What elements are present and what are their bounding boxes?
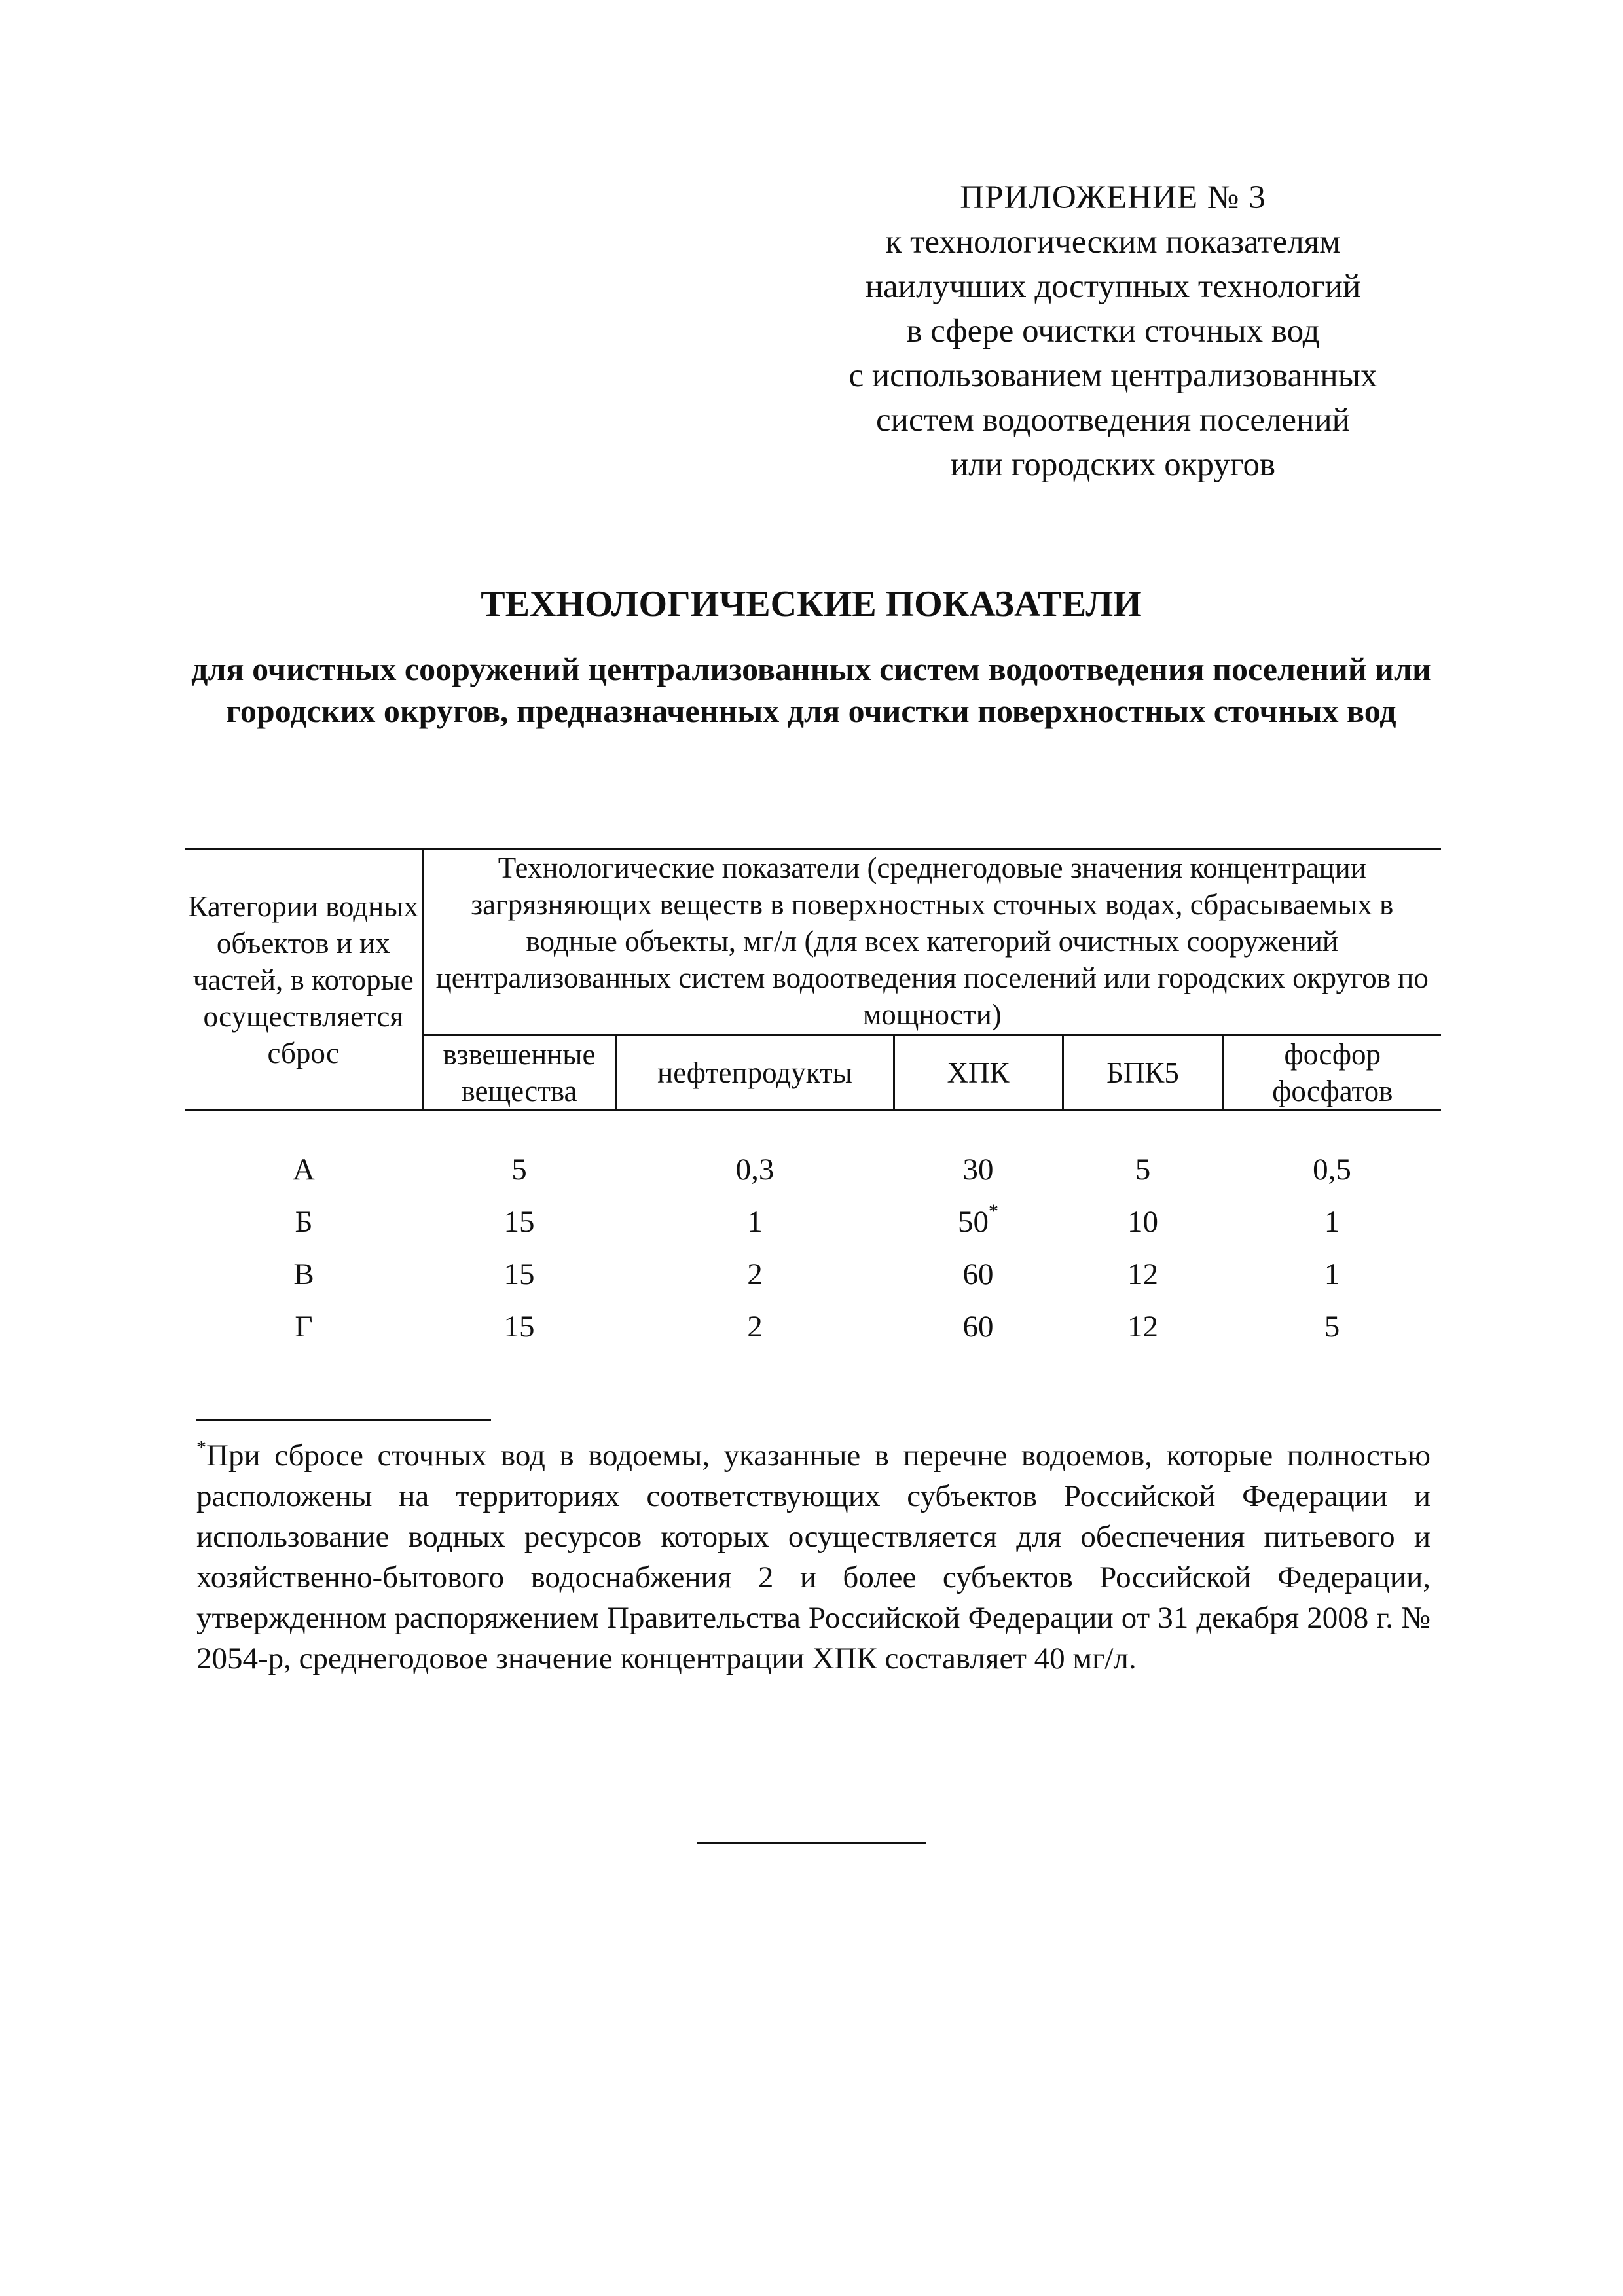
footnote-mark: *	[196, 1437, 206, 1458]
appendix-line: в сфере очистки сточных вод	[906, 313, 1320, 350]
table-cell: 12	[1127, 1257, 1158, 1291]
table-cell: 1	[1324, 1257, 1340, 1291]
table-cell: 2	[747, 1310, 763, 1344]
footnote	[196, 1435, 1431, 1679]
column-header-phosphate-phosphorus: фосфор фосфатов	[1223, 1035, 1441, 1111]
column-header-cod: ХПК	[894, 1035, 1063, 1111]
table-cell: 1	[747, 1205, 763, 1239]
table-cell: 5	[1135, 1153, 1151, 1187]
table-cell: 0,5	[1313, 1153, 1351, 1187]
document-title: ТЕХНОЛОГИЧЕСКИЕ ПОКАЗАТЕЛИ	[481, 584, 1142, 624]
table-cell: 10	[1127, 1205, 1158, 1239]
end-of-document-rule	[697, 1842, 926, 1844]
footnote-reference-mark: *	[989, 1200, 998, 1222]
appendix-title: ПРИЛОЖЕНИЕ № 3	[960, 179, 1266, 216]
footnote-separator	[196, 1419, 491, 1421]
table-cell-with-note	[894, 1196, 1063, 1248]
table-row	[185, 1111, 1441, 1196]
appendix-block	[773, 175, 1453, 487]
table-cell: 1	[1324, 1205, 1340, 1239]
appendix-line: наилучших доступных технологий	[865, 268, 1361, 305]
appendix-line: или городских округов	[950, 446, 1276, 483]
row-category: Г	[295, 1310, 313, 1344]
appendix-line: к технологическим показателям	[885, 224, 1341, 260]
table-cell: 30	[962, 1153, 994, 1187]
table-cell: 60	[962, 1310, 994, 1344]
table-cell: 0,3	[735, 1153, 775, 1187]
table-cell: 15	[503, 1257, 535, 1291]
document-subtitle: для очистных сооружений централизованных систем водоотведения поселений или городских округов, предназначенных для очистки поверхностных сточных вод	[191, 651, 1431, 729]
table-cell: 12	[1127, 1310, 1158, 1344]
table-row	[185, 1248, 1441, 1300]
row-category: В	[293, 1257, 314, 1291]
table-cell: 60	[962, 1257, 994, 1291]
table-cell: 5	[511, 1153, 527, 1187]
row-category: Б	[295, 1205, 313, 1239]
table-cell: 5	[1324, 1310, 1340, 1344]
table-cell: 2	[747, 1257, 763, 1291]
appendix-line: систем водоотведения поселений	[876, 402, 1350, 439]
appendix-line: с использованием централизованных	[848, 357, 1377, 394]
table-cell: 15	[503, 1205, 535, 1239]
row-category: А	[293, 1153, 315, 1187]
footnote-text: При сбросе сточных вод в водоемы, указанные в перечне водоемов, которые полностью расположены на территориях соответствующих субъектов Российской Федерации и использование водных ресурсов которых осуществляется для обеспечения питьевого и хозяйственно-бытового водоснабжения 2 и более субъектов Российской Федерации, утвержденном распоряжением Правительства Российской Федерации от 31 декабря 2008 г. № 2054-р, среднегодовое значение концентрации ХПК составляет 40 мг/л.	[196, 1439, 1431, 1676]
column-header-petroleum-products: нефтепродукты	[616, 1035, 894, 1111]
column-header-bod5: БПК5	[1063, 1035, 1223, 1111]
category-column-header: Категории водных объектов и их частей, в которые осуществляется сброс	[185, 849, 422, 1111]
indicators-group-header: Технологические показатели (среднегодовые значения концентрации загрязняющих веществ в поверхностных сточных водах, сбрасываемых в водные объекты, мг/л (для всех категорий очистных сооружений централизованных систем водоотведения поселений или городских округов по мощности)	[422, 849, 1441, 1035]
indicators-table	[185, 848, 1441, 1353]
table-row	[185, 1196, 1441, 1248]
cell-value: 50	[958, 1205, 989, 1239]
table-cell: 15	[503, 1310, 535, 1344]
column-header-suspended-solids: взвешенные вещества	[422, 1035, 616, 1111]
table-row	[185, 1300, 1441, 1353]
